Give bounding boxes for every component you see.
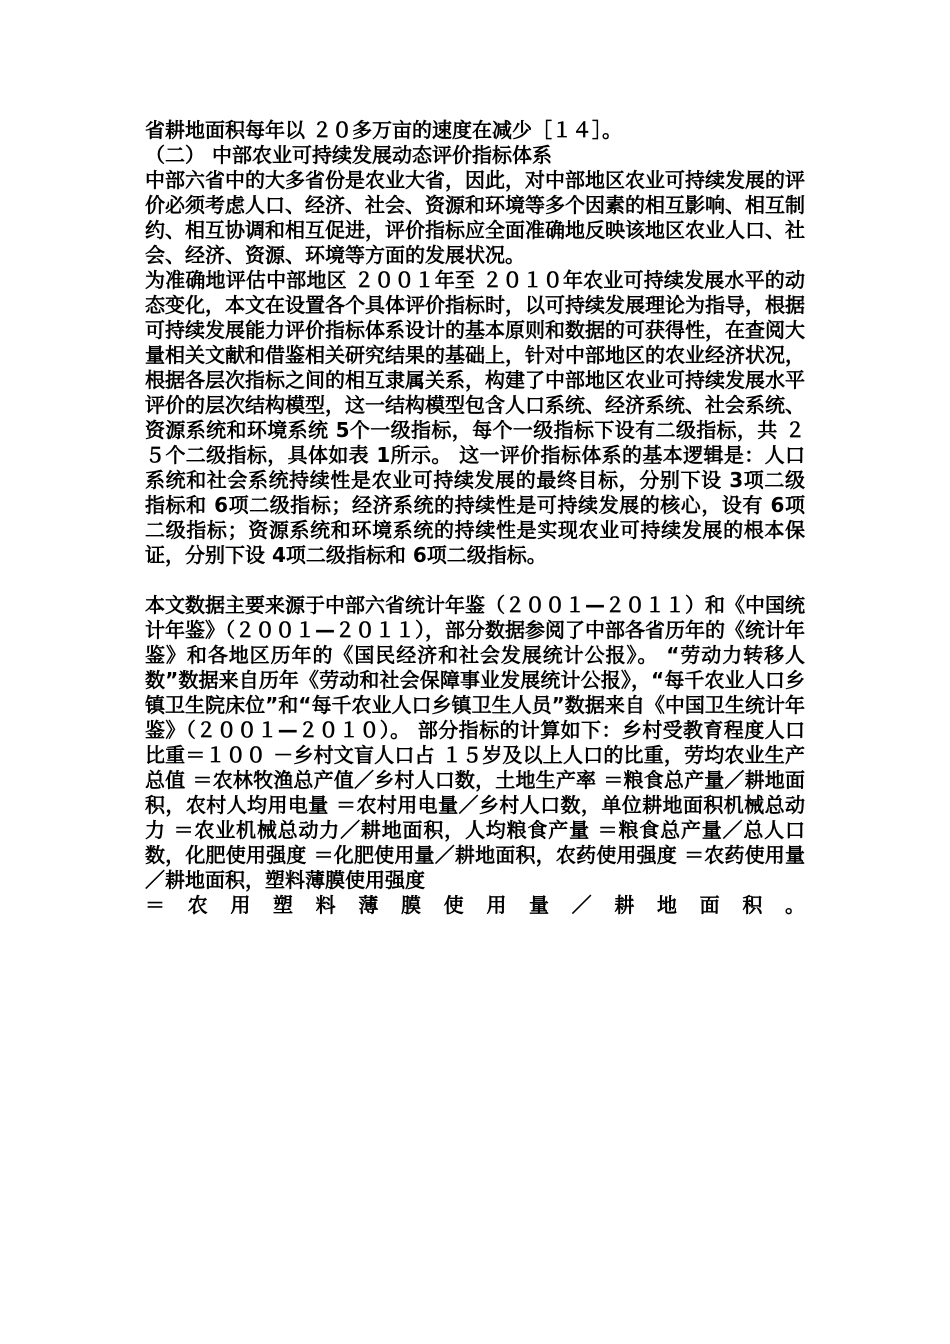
paragraph-indicator-system: 为准确地评估中部地区 ２００１年至 ２０１０年农业可持续发展水平的动态变化，本文在设置各个具体评价指标时，以可持续发展理论为指导，根据可持续发展能力评价指标体系设计的基本原则和数据的可获得性，在查阅大量相关文献和借鉴相关研究结果的基础上，针对中部地区的农业经济状况，根据各层次指标之间的相互隶属关系，构建了中部地区农业可持续发展水平评价的层次结构模型，这一结构模型包含人口系统、经济系统、社会系统、资源系统和环境系统 5个一级指标，每个一级指标下设有二级指标，共 ２５个二级指标，具体如表 1所示。 这一评价指标体系的基本逻辑是：人口系统和社会系统持续性是农业可持续发展的最终目标，分别下设 3项二级指标和 6项二级指标；经济系统的持续性是可持续发展的核心，设有 6项二级指标；资源系统和环境系统的持续性是实现农业可持续发展的根本保证，分别下设 4项二级指标和 6项二级指标。 xyxy=(145,268,805,567)
section-heading: （二） 中部农业可持续发展动态评价指标体系 xyxy=(145,143,552,167)
paragraph-gap xyxy=(145,568,805,593)
paragraph-continuation: 省耕地面积每年以 ２０多万亩的速度在减少［１４］。 xyxy=(145,118,622,142)
paragraph-data-sources: 本文数据主要来源于中部六省统计年鉴（２００１—２０１１）和《中国统计年鉴》（２００１—２０１１），部分数据参阅了中部各省历年的《统计年鉴》和各地区历年的《国民经济和社会发展统计公报》。 “劳动力转移人数”数据来自历年《劳动和社会保障事业发展统计公报》，“每千农业人口乡镇卫生院床位”和“每千农业人口乡镇卫生人员”数据来自《中国卫生统计年鉴》（２００１—２０１０）。 部分指标的计算如下：乡村受教育程度人口比重＝１００ －乡村文盲人口占 １５岁及以上人口的比重，劳均农业生产总值 ＝农林牧渔总产值／乡村人口数，土地生产率 ＝粮食总产量／耕地面积，农村人均用电量 ＝农村用电量／乡村人口数，单位耕地面积机械总动力 ＝农业机械总动力／耕地面积，人均粮食产量 ＝粮食总产量／总人口数，化肥使用强度 ＝化肥使用量／耕地面积，农药使用强度 ＝农药使用量／耕地面积，塑料薄膜使用强度 xyxy=(145,593,805,892)
paragraph-formula-end: ＝ 农 用 塑 料 薄 膜 使 用 量 ／ 耕 地 面 积 。 xyxy=(145,893,805,917)
document-page xyxy=(145,118,805,918)
paragraph-intro: 中部六省中的大多省份是农业大省，因此，对中部地区农业可持续发展的评价必须考虑人口、经济、社会、资源和环境等多个因素的相互影响、相互制约、相互协调和相互促进，评价指标应全面准确地反映该地区农业人口、社会、经济、资源、环境等方面的发展状况。 xyxy=(145,168,805,267)
